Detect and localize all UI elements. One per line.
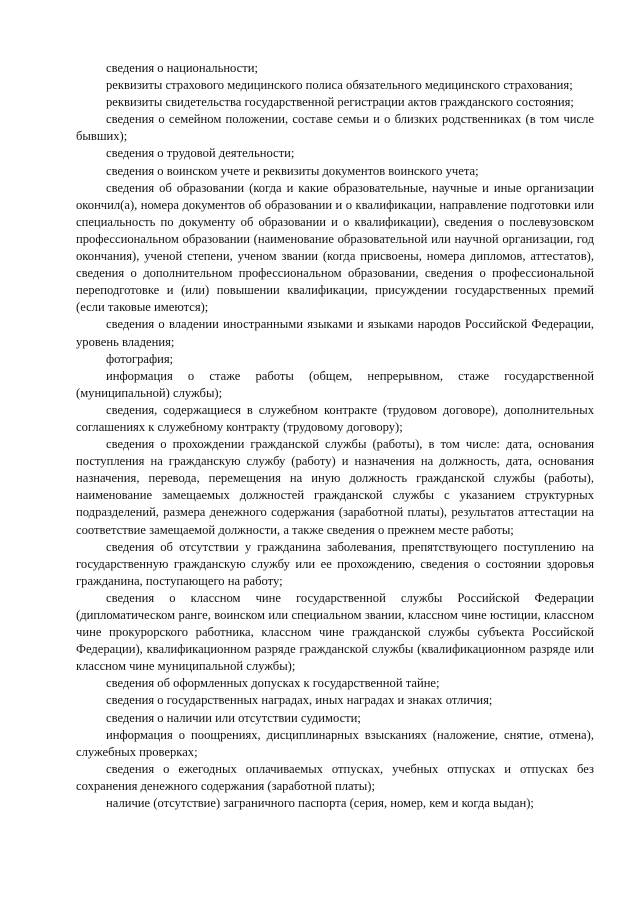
paragraph-foreign-passport: наличие (отсутствие) заграничного паспорта (серия, номер, кем и когда выдан);: [106, 796, 534, 811]
paragraph-awards: сведения о государственных наградах, иных наградах и знаках отличия;: [106, 693, 493, 708]
paragraph-nationality: сведения о национальности;: [106, 61, 259, 75]
paragraph-languages: сведения о владении иностранными языками и языками народов Российской Федерации, уровень владения;: [76, 317, 594, 349]
paragraph-incentives-penalties: информация о поощрениях, дисциплинарных взысканиях (наложение, снятие, отмена), служебных проверках;: [76, 727, 594, 759]
paragraph-service-contract: сведения, содержащиеся в служебном контракте (трудовом договоре), дополнительных соглашениях к служебному контракту (трудовому договору);: [76, 402, 594, 434]
paragraph-education: сведения об образовании (когда и какие образовательные, научные и иные организации окончил(а), номера документов об образовании и о квалификации, направление подготовки или специальность по документу об образовании и о квалификации), сведения о послевузовском профессиональном образовании (наименование образовательной или научной организации, год окончания), ученой степени, ученом звании (когда присвоены, номера дипломов, аттестатов), сведения о дополнительном профессиональном образовании, сведения о профессиональной переподготовке и (или) повышении квалификации, присуждении государственных премий (если таковые имеются);: [76, 180, 594, 315]
paragraph-photo: фотография;: [106, 351, 174, 366]
paragraph-civil-status-certificate: реквизиты свидетельства государственной регистрации актов гражданского состояния;: [106, 95, 574, 110]
paragraph-class-rank: сведения о классном чине государственной службы Российской Федерации (дипломатическом ранге, воинском или специальном звании, классном чине юстиции, классном чине прокурорского работника, классном чине гражданской службы субъекта Российской Федерации), квалификационном разряде гражданской службы (квалификационном разряде или классном чине муниципальной службы);: [76, 590, 594, 674]
paragraph-health: сведения об отсутствии у гражданина заболевания, препятствующего поступлению на государственную гражданскую службу или ее прохождению, сведения о состоянии здоровья гражданина, поступающего на работу;: [76, 539, 594, 588]
paragraph-family-status: сведения о семейном положении, составе семьи и о близких родственниках (в том числе бывших);: [76, 112, 594, 144]
paragraph-military-registration: сведения о воинском учете и реквизиты документов воинского учета;: [106, 163, 479, 178]
paragraph-work-experience: информация о стаже работы (общем, непрерывном, стаже государственной (муниципальной) службы);: [76, 368, 594, 400]
paragraph-criminal-record: сведения о наличии или отсутствии судимости;: [106, 710, 361, 725]
paragraph-vacations: сведения о ежегодных оплачиваемых отпусках, учебных отпусках и отпусках без сохранения денежного содержания (заработной платы);: [76, 761, 594, 793]
document-page: [76, 60, 594, 812]
paragraph-medical-policy: реквизиты страхового медицинского полиса обязательного медицинского страхования;: [106, 78, 573, 93]
paragraph-civil-service-history: сведения о прохождении гражданской службы (работы), в том числе: дата, основания поступления на гражданскую службу (работу) и назначения на должность, дата, основания назначения, перевода, перемещения на иную должность гражданской службы (работы), наименование замещаемых должностей гражданской службы с указанием структурных подразделений, размера денежного содержания (заработной платы), результатов аттестации на соответствие замещаемой должности, а также сведения о прежнем месте работы;: [76, 437, 594, 537]
paragraph-state-secret-clearance: сведения об оформленных допусках к государственной тайне;: [106, 676, 440, 691]
paragraph-work-activity: сведения о трудовой деятельности;: [106, 146, 295, 161]
